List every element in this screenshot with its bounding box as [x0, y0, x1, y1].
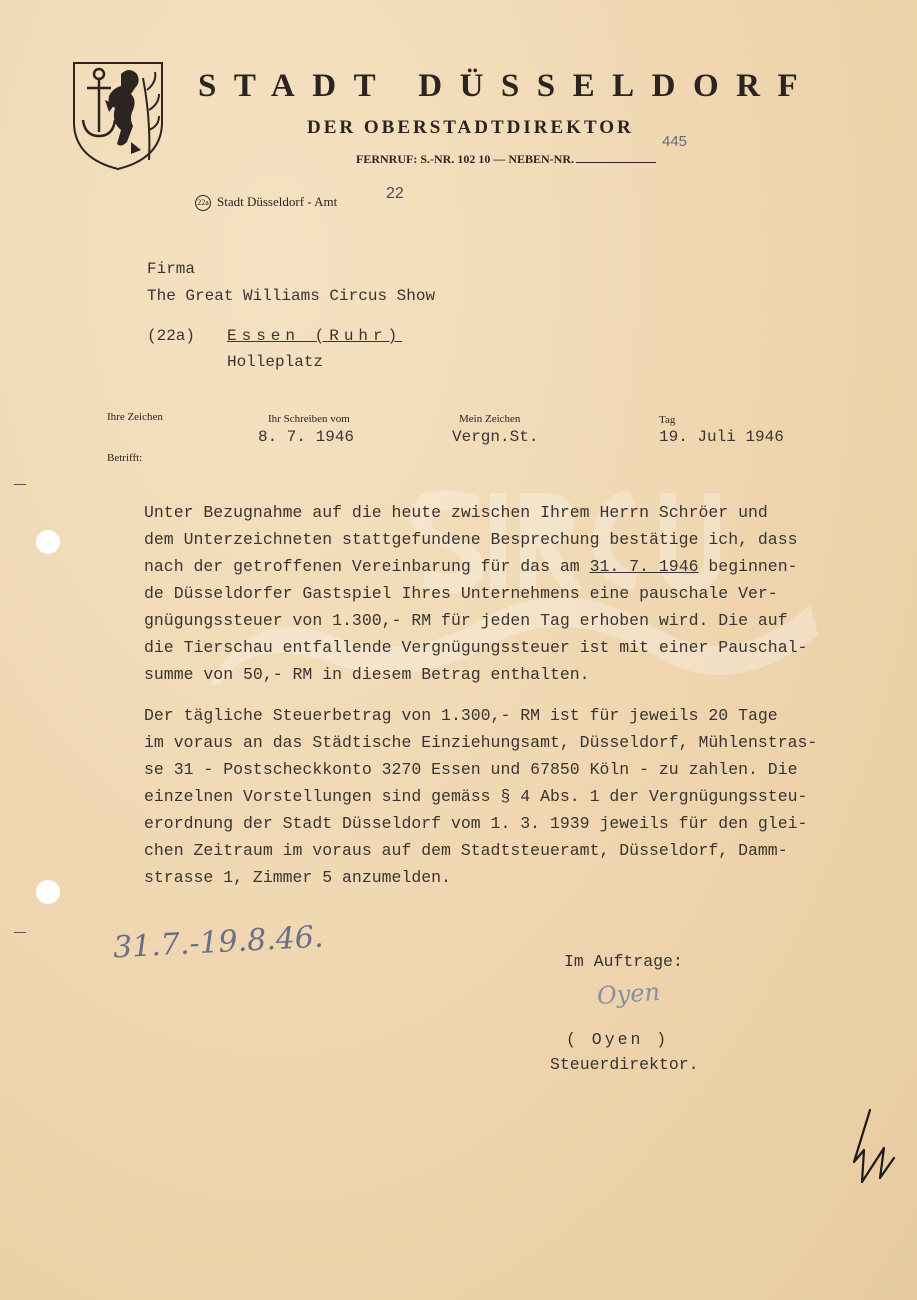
phone-line [356, 152, 656, 167]
city-title: STADT DÜSSELDORF [198, 68, 816, 104]
body-line: erordnung der Stadt Düsseldorf vom 1. 3. 1939 jeweils für den glei- [144, 814, 808, 833]
signer-title: Steuerdirektor. [550, 1055, 699, 1074]
body-text: beginnen- [698, 557, 798, 576]
betrifft-label: Betrifft: [107, 452, 143, 464]
sender-line [195, 194, 337, 211]
body-line: dem Unterzeichneten stattgefundene Besprechung bestätige ich, dass [144, 530, 798, 549]
closing-phrase: Im Auftrage: [564, 952, 683, 971]
ihr-schreiben-value: 8. 7. 1946 [258, 428, 355, 446]
date-value: 19. Juli 1946 [659, 428, 784, 446]
mein-zeichen-value: Vergn.St. [452, 428, 539, 446]
postal-zone-badge: 22a [195, 195, 211, 211]
address-city: Essen (Ruhr) [227, 327, 403, 345]
handwritten-dates: 31.7.-19.8.46. [112, 919, 325, 966]
body-line: de Düsseldorfer Gastspiel Ihres Unternehmens eine pauschale Ver- [144, 584, 778, 603]
body-line [144, 553, 798, 580]
start-date: 31. 7. 1946 [589, 557, 699, 576]
office-title: DER OBERSTADTDIREKTOR [307, 117, 634, 138]
phone-text: FERNRUF: S.-NR. 102 10 — NEBEN-NR. [356, 152, 574, 166]
margin-tick [14, 932, 26, 933]
punch-hole [36, 530, 60, 554]
handwritten-number: 445 [662, 133, 688, 150]
address-company: The Great Williams Circus Show [147, 287, 436, 305]
body-line: einzelnen Vorstellungen sind gemäss § 4 Abs. 1 der Vergnügungssteu- [144, 787, 808, 806]
body-line: im voraus an das Städtische Einziehungsamt, Düsseldorf, Mühlenstras- [144, 733, 818, 752]
address-street: Holleplatz [227, 353, 324, 371]
ihr-schreiben-label: Ihr Schreiben vom [268, 413, 350, 425]
body-text: nach der getroffenen Vereinbarung für das am [144, 557, 590, 576]
body-line: Unter Bezugnahme auf die heute zwischen Ihrem Herrn Schröer und [144, 503, 768, 522]
body-line: Der tägliche Steuerbetrag von 1.300,- RM ist für jeweils 20 Tage [144, 706, 778, 725]
signature: Oyen [596, 977, 661, 1011]
body-line: se 31 - Postscheckkonto 3270 Essen und 67850 Köln - zu zahlen. Die [144, 760, 798, 779]
body-line: die Tierschau entfallende Vergnügungssteuer ist mit einer Pauschal- [144, 638, 808, 657]
address-postcode: (22a) [147, 327, 196, 345]
signer-name: ( Oyen ) [566, 1030, 670, 1049]
amt-number: 22 [386, 185, 404, 202]
mein-zeichen-label: Mein Zeichen [459, 413, 521, 425]
margin-tick [14, 484, 26, 485]
body-line: chen Zeitraum im voraus auf dem Stadtsteueramt, Düsseldorf, Damm- [144, 841, 788, 860]
ihre-zeichen-label: Ihre Zeichen [107, 411, 163, 423]
sender-text: Stadt Düsseldorf - Amt [217, 194, 338, 209]
initials-mark [850, 1108, 898, 1188]
address-line: Firma [147, 260, 196, 278]
body-line: summe von 50,- RM in diesem Betrag enthalten. [144, 665, 590, 684]
body-line: strasse 1, Zimmer 5 anzumelden. [144, 868, 451, 887]
body-line: gnügungssteuer von 1.300,- RM für jeden Tag erhoben wird. Die auf [144, 611, 788, 630]
coat-of-arms-icon [71, 60, 165, 172]
tag-label: Tag [659, 414, 676, 426]
punch-hole [36, 880, 60, 904]
extension-rule [576, 162, 656, 163]
